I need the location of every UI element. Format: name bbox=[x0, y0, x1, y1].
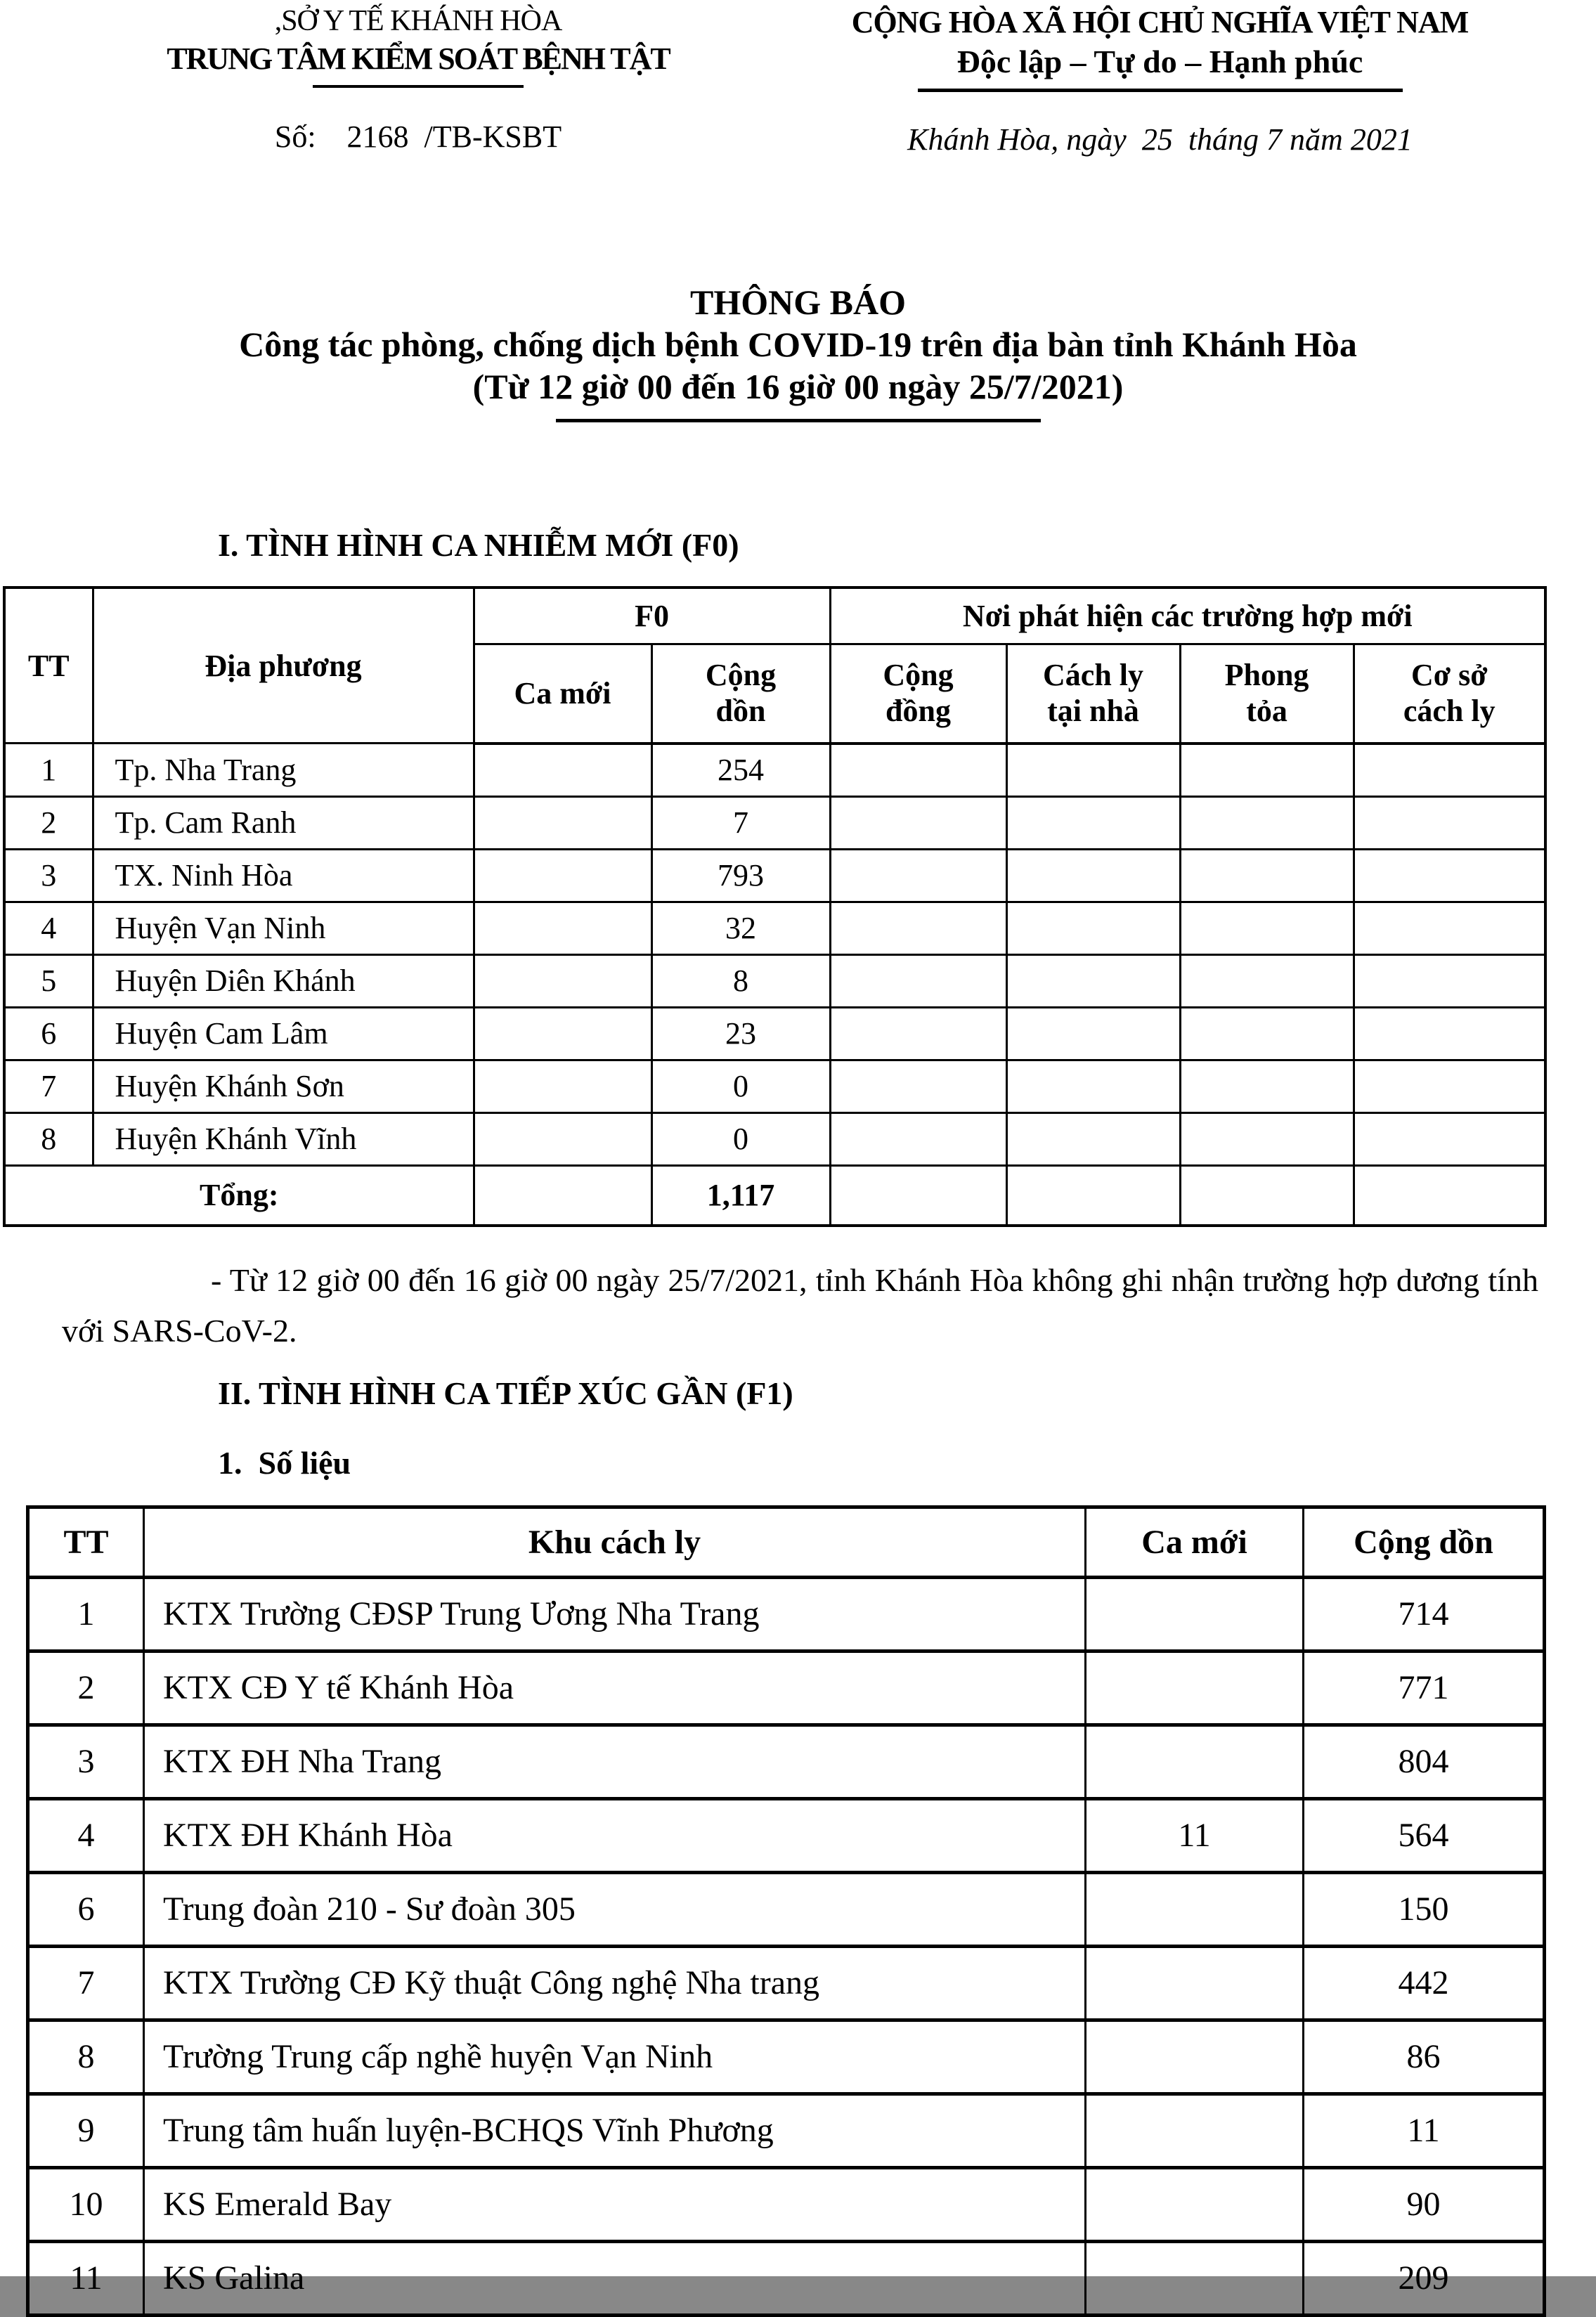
document-subtitle: Công tác phòng, chống dịch bệnh COVID-19 trên địa bàn tỉnh Khánh Hòa bbox=[239, 325, 1357, 364]
document-time-range: (Từ 12 giờ 00 đến 16 giờ 00 ngày 25/7/2021) bbox=[472, 367, 1124, 406]
cell-dia-phuong: Tp. Nha Trang bbox=[93, 744, 474, 797]
cell-cong-dong bbox=[830, 796, 1006, 849]
table-row bbox=[4, 849, 1545, 902]
cell-ca-moi bbox=[1086, 2094, 1304, 2167]
f1-quarantine-table bbox=[26, 1505, 1546, 2317]
cell-cong-don: 150 bbox=[1304, 1872, 1545, 1946]
cell-ca-moi bbox=[1086, 1725, 1304, 1798]
cell-phong-toa bbox=[1180, 1112, 1354, 1165]
cell-cong-dong bbox=[830, 744, 1006, 797]
document-header bbox=[0, 0, 1596, 157]
cell-ca-moi bbox=[1086, 2241, 1304, 2315]
cell-tt: 7 bbox=[4, 1060, 93, 1112]
table-row bbox=[4, 1060, 1545, 1112]
cell-ca-moi bbox=[474, 744, 651, 797]
cell-dia-phuong: Huyện Vạn Ninh bbox=[93, 902, 474, 954]
cell-cong-don: 714 bbox=[1304, 1577, 1545, 1651]
cell-khu-cach-ly: KTX CĐ Y tế Khánh Hòa bbox=[144, 1651, 1086, 1725]
cell-tt: 3 bbox=[28, 1725, 144, 1798]
cell-cong-don: 32 bbox=[651, 902, 830, 954]
cell-co-so-cach-ly bbox=[1354, 1112, 1545, 1165]
cell-ca-moi bbox=[1086, 1946, 1304, 2020]
total-ca-moi bbox=[474, 1165, 651, 1226]
cell-dia-phuong: Huyện Khánh Vĩnh bbox=[93, 1112, 474, 1165]
section1-note-paragraph: - Từ 12 giờ 00 đến 16 giờ 00 ngày 25/7/2021, tỉnh Khánh Hòa không ghi nhận trường hợp dương tính với SARS-CoV-2. bbox=[62, 1261, 1538, 1349]
cell-khu-cach-ly: KTX Trường CĐ Kỹ thuật Công nghệ Nha trang bbox=[144, 1946, 1086, 2020]
table-row bbox=[28, 1798, 1545, 1872]
cell-tt: 8 bbox=[4, 1112, 93, 1165]
cell-phong-toa bbox=[1180, 1007, 1354, 1060]
cell-cong-don: 90 bbox=[1304, 2167, 1545, 2241]
cell-cong-don: 442 bbox=[1304, 1946, 1545, 2020]
table-row bbox=[4, 1007, 1545, 1060]
table-row bbox=[28, 2020, 1545, 2094]
cell-khu-cach-ly: KS Galina bbox=[144, 2241, 1086, 2315]
cell-cong-dong bbox=[830, 1112, 1006, 1165]
cell-cong-don: 0 bbox=[651, 1112, 830, 1165]
table-row bbox=[4, 1112, 1545, 1165]
cell-cong-don: 564 bbox=[1304, 1798, 1545, 1872]
col-header-dia-phuong: Địa phương bbox=[93, 588, 474, 744]
col-header-cach-ly-tai-nha: Cách ly tại nhà bbox=[1006, 644, 1180, 744]
cell-tt: 6 bbox=[4, 1007, 93, 1060]
cell-cach-ly-tai-nha bbox=[1006, 849, 1180, 902]
org-parent-name: ,SỞ Y TẾ KHÁNH HÒA bbox=[274, 5, 562, 37]
cell-dia-phuong: Huyện Khánh Sơn bbox=[93, 1060, 474, 1112]
col-header-noi-phat-hien: Nơi phát hiện các trường hợp mới bbox=[830, 588, 1545, 644]
cell-ca-moi bbox=[1086, 1872, 1304, 1946]
motto-underline-rule bbox=[918, 89, 1403, 92]
cell-co-so-cach-ly bbox=[1354, 954, 1545, 1007]
cell-cong-dong bbox=[830, 902, 1006, 954]
cell-cong-dong bbox=[830, 1007, 1006, 1060]
cell-ca-moi bbox=[1086, 2020, 1304, 2094]
col-header-phong-toa: Phong tỏa bbox=[1180, 644, 1354, 744]
section1-heading: I. TÌNH HÌNH CA NHIỄM MỚI (F0) bbox=[218, 527, 739, 563]
cell-dia-phuong: TX. Ninh Hòa bbox=[93, 849, 474, 902]
cell-tt: 4 bbox=[28, 1798, 144, 1872]
table-row bbox=[28, 2241, 1545, 2315]
col-header-cong-dong: Cộng đồng bbox=[830, 644, 1006, 744]
cell-phong-toa bbox=[1180, 954, 1354, 1007]
cell-tt: 10 bbox=[28, 2167, 144, 2241]
cell-co-so-cach-ly bbox=[1354, 796, 1545, 849]
cell-cach-ly-tai-nha bbox=[1006, 1060, 1180, 1112]
cell-phong-toa bbox=[1180, 796, 1354, 849]
cell-cong-don: 8 bbox=[651, 954, 830, 1007]
table-row bbox=[28, 2167, 1545, 2241]
table1-total-row bbox=[4, 1165, 1545, 1226]
f0-cases-table bbox=[3, 586, 1547, 1227]
cell-phong-toa bbox=[1180, 1060, 1354, 1112]
org-underline-rule bbox=[313, 85, 524, 88]
section2-subheading: 1. Số liệu bbox=[218, 1444, 351, 1481]
cell-ca-moi bbox=[474, 902, 651, 954]
cell-cach-ly-tai-nha bbox=[1006, 954, 1180, 1007]
cell-khu-cach-ly: Trung tâm huấn luyện-BCHQS Vĩnh Phương bbox=[144, 2094, 1086, 2167]
cell-cong-don: 254 bbox=[651, 744, 830, 797]
document-title: THÔNG BÁO bbox=[690, 283, 906, 322]
cell-ca-moi bbox=[474, 1007, 651, 1060]
title-block bbox=[0, 281, 1596, 422]
title-underline-rule bbox=[556, 419, 1041, 422]
cell-ca-moi bbox=[1086, 2167, 1304, 2241]
cell-cong-don: 771 bbox=[1304, 1651, 1545, 1725]
total-cong-don: 1,117 bbox=[651, 1165, 830, 1226]
cell-khu-cach-ly: KTX ĐH Khánh Hòa bbox=[144, 1798, 1086, 1872]
total-co-so-cach-ly bbox=[1354, 1165, 1545, 1226]
table-row bbox=[28, 1725, 1545, 1798]
cell-ca-moi bbox=[474, 849, 651, 902]
table1-header-row-top bbox=[4, 588, 1545, 644]
cell-tt: 2 bbox=[4, 796, 93, 849]
cell-cong-don: 23 bbox=[651, 1007, 830, 1060]
total-phong-toa bbox=[1180, 1165, 1354, 1226]
table-row bbox=[28, 1872, 1545, 1946]
cell-cong-dong bbox=[830, 954, 1006, 1007]
org-name: TRUNG TÂM KIỂM SOÁT BỆNH TẬT bbox=[167, 41, 670, 76]
cell-dia-phuong: Huyện Diên Khánh bbox=[93, 954, 474, 1007]
cell-ca-moi bbox=[474, 954, 651, 1007]
national-motto-block bbox=[773, 4, 1547, 157]
cell-ca-moi bbox=[474, 796, 651, 849]
cell-tt: 7 bbox=[28, 1946, 144, 2020]
col-header-f0: F0 bbox=[474, 588, 830, 644]
cell-cong-don: 7 bbox=[651, 796, 830, 849]
cell-co-so-cach-ly bbox=[1354, 849, 1545, 902]
cell-dia-phuong: Huyện Cam Lâm bbox=[93, 1007, 474, 1060]
col-header-tt: TT bbox=[28, 1507, 144, 1577]
cell-cong-don: 86 bbox=[1304, 2020, 1545, 2094]
total-cach-ly-tai-nha bbox=[1006, 1165, 1180, 1226]
col-header-cong-don: Cộng dồn bbox=[1304, 1507, 1545, 1577]
cell-cong-dong bbox=[830, 1060, 1006, 1112]
cell-khu-cach-ly: KS Emerald Bay bbox=[144, 2167, 1086, 2241]
issuing-org-block bbox=[63, 4, 773, 157]
cell-ca-moi bbox=[474, 1060, 651, 1112]
total-cong-dong bbox=[830, 1165, 1006, 1226]
section2-heading: II. TÌNH HÌNH CA TIẾP XÚC GẦN (F1) bbox=[218, 1375, 793, 1411]
table-row bbox=[4, 744, 1545, 797]
cell-cong-don: 0 bbox=[651, 1060, 830, 1112]
cell-tt: 3 bbox=[4, 849, 93, 902]
table2-header-row bbox=[28, 1507, 1545, 1577]
table-row bbox=[28, 1577, 1545, 1651]
col-header-tt: TT bbox=[4, 588, 93, 744]
total-label: Tổng: bbox=[4, 1165, 474, 1226]
cell-tt: 5 bbox=[4, 954, 93, 1007]
cell-khu-cach-ly: Trung đoàn 210 - Sư đoàn 305 bbox=[144, 1872, 1086, 1946]
cell-tt: 1 bbox=[4, 744, 93, 797]
table-row bbox=[28, 2094, 1545, 2167]
cell-phong-toa bbox=[1180, 902, 1354, 954]
cell-phong-toa bbox=[1180, 849, 1354, 902]
cell-ca-moi bbox=[1086, 1577, 1304, 1651]
cell-cong-don: 793 bbox=[651, 849, 830, 902]
cell-cong-don: 804 bbox=[1304, 1725, 1545, 1798]
table-row bbox=[28, 1651, 1545, 1725]
col-header-cong-don: Cộng dồn bbox=[651, 644, 830, 744]
cell-cach-ly-tai-nha bbox=[1006, 796, 1180, 849]
cell-ca-moi bbox=[474, 1112, 651, 1165]
table-row bbox=[28, 1946, 1545, 2020]
cell-khu-cach-ly: Trường Trung cấp nghề huyện Vạn Ninh bbox=[144, 2020, 1086, 2094]
cell-cong-don: 209 bbox=[1304, 2241, 1545, 2315]
cell-cong-dong bbox=[830, 849, 1006, 902]
cell-cach-ly-tai-nha bbox=[1006, 1112, 1180, 1165]
col-header-khu-cach-ly: Khu cách ly bbox=[144, 1507, 1086, 1577]
cell-ca-moi: 11 bbox=[1086, 1798, 1304, 1872]
place-date-line: Khánh Hòa, ngày 25 tháng 7 năm 2021 bbox=[907, 122, 1413, 157]
cell-co-so-cach-ly bbox=[1354, 902, 1545, 954]
cell-co-so-cach-ly bbox=[1354, 744, 1545, 797]
cell-tt: 4 bbox=[4, 902, 93, 954]
cell-khu-cach-ly: KTX Trường CĐSP Trung Ương Nha Trang bbox=[144, 1577, 1086, 1651]
cell-phong-toa bbox=[1180, 744, 1354, 797]
cell-ca-moi bbox=[1086, 1651, 1304, 1725]
cell-tt: 8 bbox=[28, 2020, 144, 2094]
cell-khu-cach-ly: KTX ĐH Nha Trang bbox=[144, 1725, 1086, 1798]
cell-cach-ly-tai-nha bbox=[1006, 744, 1180, 797]
nation-motto: Độc lập – Tự do – Hạnh phúc bbox=[956, 44, 1363, 79]
document-number: Số: 2168 /TB-KSBT bbox=[274, 119, 562, 154]
cell-cong-don: 11 bbox=[1304, 2094, 1545, 2167]
col-header-ca-moi: Ca mới bbox=[474, 644, 651, 744]
cell-tt: 2 bbox=[28, 1651, 144, 1725]
nation-title: CỘNG HÒA XÃ HỘI CHỦ NGHĨA VIỆT NAM bbox=[851, 5, 1469, 39]
cell-tt: 1 bbox=[28, 1577, 144, 1651]
table-row bbox=[4, 796, 1545, 849]
cell-co-so-cach-ly bbox=[1354, 1060, 1545, 1112]
cell-tt: 6 bbox=[28, 1872, 144, 1946]
cell-tt: 11 bbox=[28, 2241, 144, 2315]
cell-co-so-cach-ly bbox=[1354, 1007, 1545, 1060]
cell-cach-ly-tai-nha bbox=[1006, 902, 1180, 954]
col-header-co-so-cach-ly: Cơ sở cách ly bbox=[1354, 644, 1545, 744]
cell-tt: 9 bbox=[28, 2094, 144, 2167]
col-header-ca-moi: Ca mới bbox=[1086, 1507, 1304, 1577]
cell-dia-phuong: Tp. Cam Ranh bbox=[93, 796, 474, 849]
table-row bbox=[4, 954, 1545, 1007]
cell-cach-ly-tai-nha bbox=[1006, 1007, 1180, 1060]
table-row bbox=[4, 902, 1545, 954]
